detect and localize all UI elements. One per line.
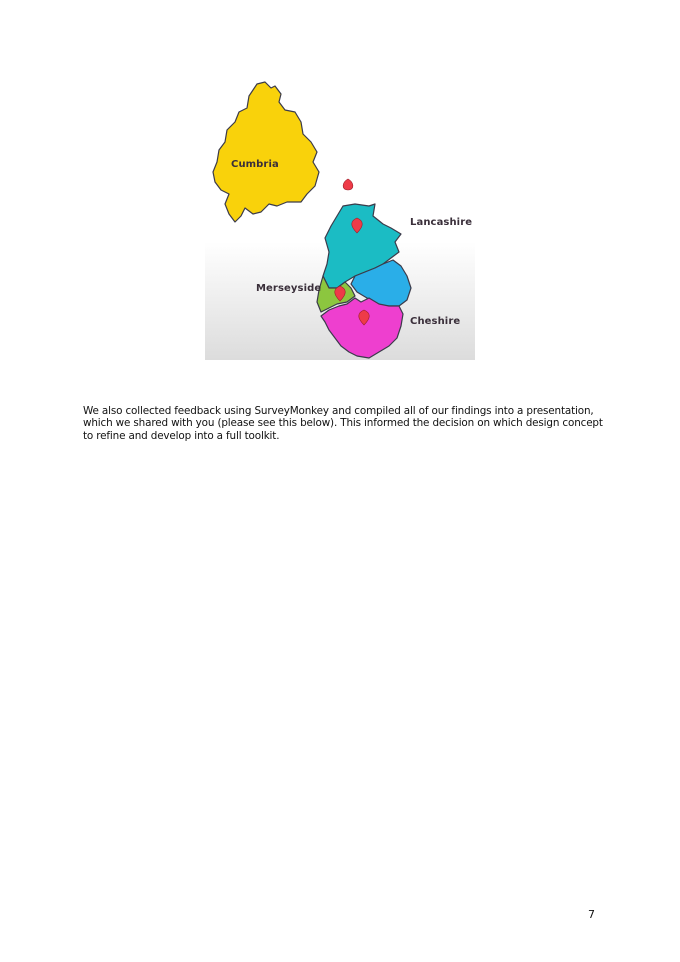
cumbria-pin-icon (343, 179, 353, 190)
north-west-england-map (205, 76, 475, 360)
region-cumbria (213, 82, 319, 222)
label-cumbria: Cumbria (231, 159, 279, 170)
body-paragraph: We also collected feedback using SurveyMonkey and compiled all of our findings into a presentation, which we shared with you (please see this below). This informed the decision on which design concept to refine and develop into a full toolkit. (83, 405, 603, 442)
label-lancashire: Lancashire (410, 217, 473, 228)
label-cheshire: Cheshire (410, 316, 461, 327)
page-number: 7 (588, 908, 595, 921)
label-merseyside: Merseyside (256, 283, 322, 294)
